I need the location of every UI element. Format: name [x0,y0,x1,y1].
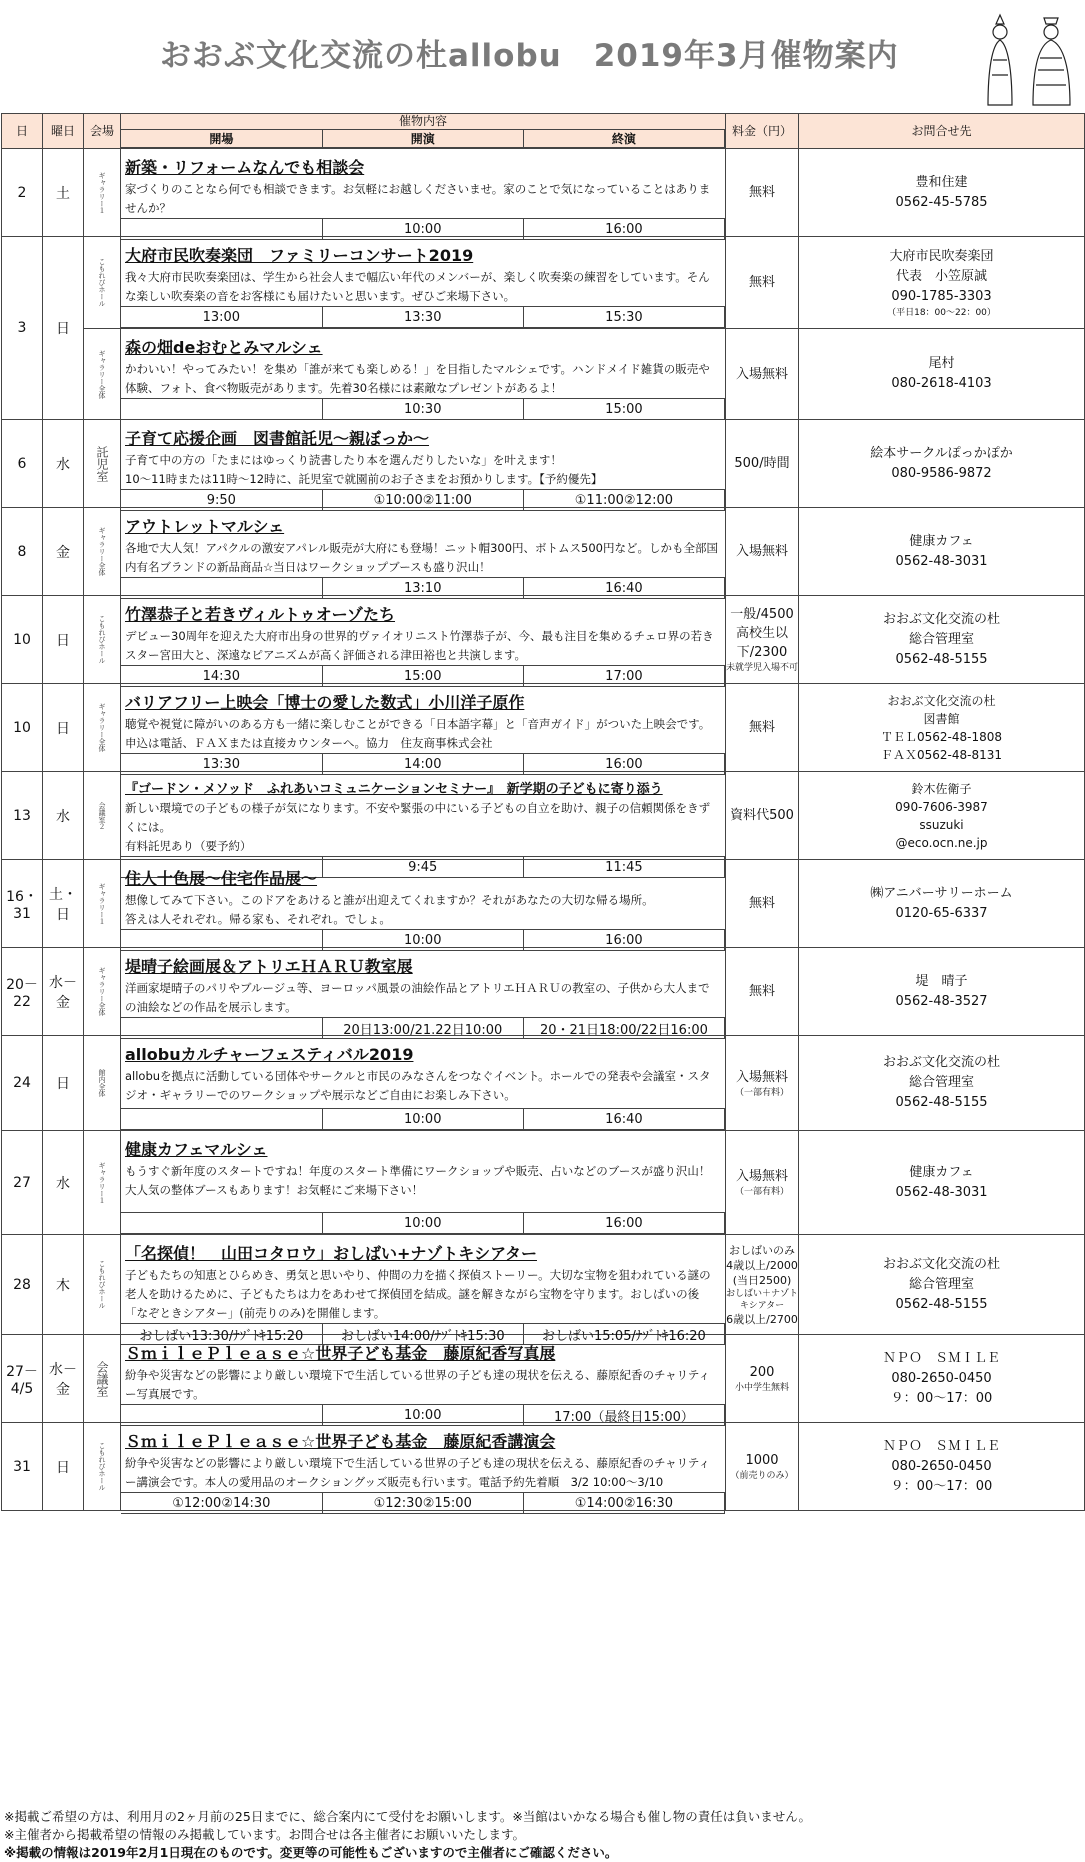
event-contact-line: 豊和住建 [915,174,968,190]
event-contact [799,684,1085,772]
event-contact-line: 0120-65-6337 [895,905,988,921]
event-contact-line: ９：00～17：00 [890,1478,993,1494]
event-time-end: 11:45 [523,857,724,878]
event-fee [726,772,799,860]
event-fee [726,860,799,948]
event-weekday: 日 [43,1036,84,1131]
event-fee [726,1235,799,1335]
event-fee-line: おしばいのみ [729,1243,795,1257]
header-open: 開場 [121,130,322,148]
event-content [121,772,726,875]
header-start: 開演 [322,130,523,148]
event-contact-line: 0562-48-5155 [895,1095,988,1110]
event-contact-line: ＦＡＸ0562-48-8131 [880,747,1002,762]
event-fee-line: 一般/4500 [730,607,794,622]
event-contact-line: 0562-48-5155 [895,651,988,667]
event-venue-label: こもれびホール [98,258,106,307]
event-description: もうすぐ新年度のスタートですね！年度のスタート準備にワークショップや販売、占いなどのブースが盛り沢山！大人気の整体ブースもあります！お気軽にご来場下さい！ [125,1164,711,1197]
event-contact-line: 健康カフェ [909,533,974,549]
event-fee-note: 未就学児入場不可 [726,663,799,673]
event-venue-label: こもれびホール [98,615,106,664]
event-fee-extra: 6歳以上/2700 [726,1312,798,1326]
event-contact-line: ＮＰＯ ＳＭＩＬＥ [882,1350,1000,1366]
event-description: 洋画家堤晴子のパリやブルージュ等、ヨーロッパ風景の油絵作品とアトリエＨＡＲＵの教室の、子供から大人までの油絵などの作品を展示します。 [125,981,710,1014]
event-contact-note: （平日18：00～22：00） [887,307,996,318]
event-contact [799,860,1085,948]
event-title: 健康カフェマルシェ [125,1140,268,1159]
event-venue-label: ギャラリー１ [98,882,106,925]
event-title: 新築・リフォームなんでも相談会 [125,158,365,177]
event-contact-line: ９：00～17：00 [890,1390,993,1406]
event-content [121,596,726,684]
hina-dolls-illustration [978,10,1078,110]
event-description: 各地で大人気！アパクルの激安アパレル販売が大府にも登場！ニット帽300円、ボトムス500円など。しかも全部国内有名ブランドの新品商品☆当日はワークショップブースも盛り沢山！ [125,541,718,574]
event-fee-note: （一部有料） [734,1087,789,1098]
event-day: 20－22 [2,948,43,1036]
event-time-start: 10:00 [322,1213,523,1234]
event-weekday: 木 [43,1235,84,1335]
event-day: 3 [2,237,43,420]
event-venue [84,329,121,420]
event-fee [726,684,799,772]
event-time-start: 15:00 [322,666,523,687]
event-venue [84,1335,121,1423]
event-contact [799,237,1085,329]
event-time-end: ①11:00②12:00 [523,490,724,511]
event-fee-line: 高校生以下/2300 [735,626,788,660]
event-description: 我々大府市民吹奏楽団は、学生から社会人まで幅広い年代のメンバーが、楽しく吹奏楽の練習をしています。そんな楽しい吹奏楽の音をお客様にも届けたいと思います。ぜひご来場下さい。 [125,270,710,303]
event-time-end: 17:00（最終日15:00） [523,1405,724,1426]
event-time-end: おしばい15:05/ﾅｿﾞﾄｷ16:20 [523,1324,724,1345]
event-fee-line: 200 [749,1365,775,1380]
event-time-end: 17:00 [523,666,724,687]
event-venue-label: ギャラリー全体 [98,349,106,399]
event-row [2,772,1085,860]
event-contact-line: おおぶ文化交流の杜 [882,1055,1000,1070]
event-title: 大府市民吹奏楽団 ファミリーコンサート2019 [125,246,474,265]
note-3: ※掲載の情報は2019年2月1日現在のものです。変更等の可能性もございますので主催者にご確認ください。 [4,1845,618,1860]
event-day: 24 [2,1036,43,1131]
event-row [2,149,1085,237]
event-contact-line: 総合管理室 [908,1276,974,1292]
event-venue [84,1131,121,1235]
event-contact-line: おおぶ文化交流の杜 [882,1256,1000,1272]
event-row [2,237,1085,329]
header-day: 日 [2,114,43,149]
event-fee-line: 500/時間 [734,456,790,471]
event-weekday: 土・日 [43,860,84,948]
event-fee-line: 入場無料 [735,366,788,382]
event-contact [799,1423,1085,1511]
footnotes [4,1808,1079,1862]
event-time-start: 14:00 [322,754,523,775]
event-content [121,420,726,508]
event-time-start: 10:00 [322,930,523,951]
event-venue-label: こもれびホール [98,1442,106,1491]
event-fee-line: 無料 [748,896,775,911]
event-fee-line: 無料 [748,185,775,200]
event-time-start: 10:00 [322,1405,523,1426]
event-fee-line: 入場無料 [735,1069,788,1085]
event-content [121,684,726,772]
event-content [121,948,726,1036]
event-row [2,508,1085,596]
event-venue [84,948,121,1036]
event-contact-line: 鈴木佐衛子 [911,781,972,796]
event-weekday: 日 [43,237,84,420]
header-end: 終演 [523,130,724,148]
event-contact-line: ssuzuki [919,817,964,832]
event-weekday: 水－金 [43,948,84,1036]
event-description: 新しい環境での子どもの様子が気になります。不安や緊張の中にいる子どもの自立を助け、親子の信頼関係をきずくには。 有料託児あり（要予約） [125,801,711,853]
event-schedule-table [1,113,1085,1511]
event-time-start: 10:00 [322,1109,523,1130]
event-contact [799,329,1085,420]
event-fee-line: 無料 [748,720,775,735]
note-1: ※掲載ご希望の方は、利用月の2ヶ月前の25日までに、総合案内にて受付をお願いします。※当館はいかなる場合も催し物の責任は負いません。 [4,1809,812,1824]
event-description: 子育て中の方の「たまにはゆっくり読書したり本を選んだりしたいな」を叶えます！ 10～11時または11時～12時に、託児室で就園前のお子さまをお預かりします。【予約優先】 [125,453,603,486]
event-venue-label: ギャラリー全体 [98,967,106,1016]
event-venue-label: こもれびホール [98,1260,106,1309]
event-weekday: 日 [43,596,84,684]
event-weekday: 日 [43,684,84,772]
event-fee-note: おしばい＋ナゾトキシアター [726,1288,798,1311]
event-venue [84,149,121,237]
event-contact-line: 総合管理室 [908,631,974,647]
event-contact [799,1235,1085,1335]
event-content [121,508,726,596]
event-title: ＳｍｉｌｅＰｌｅａｓｅ☆世界子ども基金 藤原紀香講演会 [125,1432,556,1451]
event-description: 家づくりのことなら何でも相談できます。お気軽にお越しくださいませ。家のことで気になっていることはありませんか？ [125,182,711,215]
event-contact-line: 尾村 [928,356,955,371]
header-content: 催物内容 [121,114,726,130]
event-title: アウトレットマルシェ [125,517,285,536]
event-contact-line: 総合管理室 [908,1075,974,1090]
event-fee [726,1335,799,1423]
event-title: 竹澤恭子と若きヴィルトゥオーゾたち [125,605,396,624]
event-fee-line: 入場無料 [735,1169,788,1184]
event-venue-label: 会議室２ [98,801,106,830]
event-title: allobuカルチャーフェスティバル2019 [125,1045,414,1064]
event-venue [84,860,121,948]
event-row [2,1131,1085,1235]
event-time-end: 15:00 [523,399,724,420]
event-content [121,1423,726,1511]
event-contact-line: ＴＥＬ0562-48-1808 [880,729,1002,744]
event-venue-label: 館内全体 [98,1069,106,1097]
event-time-end: 16:00 [523,1213,724,1234]
event-contact-line: 絵本サークルぽっかぽか [870,445,1013,461]
event-day: 27 [2,1131,43,1235]
event-title: 森の畑deおむとみマルシェ [125,338,323,357]
event-fee [726,149,799,237]
event-time-start: 9:45 [322,857,523,878]
event-contact [799,596,1085,684]
event-time-start: 10:00 [322,219,523,240]
event-contact-line: 大府市民吹奏楽団 [889,248,994,264]
event-row [2,1235,1085,1335]
event-content [121,860,726,948]
event-description: かわいい！やってみたい！を集め「誰が来ても楽しめる！」を目指したマルシェです。ハンドメイド雑貨の販売や体験、フォト、食べ物販売があります。先着30名様には素敵なプレゼントがあるよ！ [125,362,710,395]
event-contact [799,1036,1085,1131]
event-time-open: 14:30 [121,666,322,687]
event-contact-line: 0562-48-3527 [895,993,988,1009]
event-content [121,149,726,237]
event-day: 8 [2,508,43,596]
event-description: デビュー30周年を迎えた大府市出身の世界的ヴァイオリニスト竹澤恭子が、今、最も注目を集めるチェロ界の若きスター宮田大と、深遠なピアニズムが高く評価される津田裕也と共演します。 [125,629,714,662]
event-fee-line: 資料代500 [730,808,794,823]
header-contact: お問合せ先 [799,114,1085,149]
event-fee-note: （一部有料） [734,1187,789,1197]
event-contact-line: 健康カフェ [909,1164,974,1180]
event-time-end: ①14:00②16:30 [523,1493,724,1514]
event-weekday: 水 [43,1131,84,1235]
event-contact-line: 080-2650-0450 [891,1370,992,1386]
event-title: バリアフリー上映会「博士の愛した数式」小川洋子原作 [125,693,525,712]
event-time-start: 13:30 [322,307,523,328]
event-contact-line: 図書館 [923,711,960,726]
event-title: 住人十色展～住宅作品展～ [125,869,318,888]
event-contact [799,772,1085,860]
event-time-open: ①12:00②14:30 [121,1493,322,1514]
event-content [121,1036,726,1131]
event-contact [799,1131,1085,1235]
event-fee-line: 無料 [748,275,775,290]
event-description: allobuを拠点に活動している団体やサークルと市民のみなさんをつなぐイベント。ホールでの発表や会議室・スタジオ・ギャラリーでのワークショップや展示などご自由にお楽しみ下さい。 [125,1069,711,1102]
event-time-start: 10:30 [322,399,523,420]
event-contact-line: @eco.ocn.ne.jp [895,835,988,850]
event-title: 子育て応援企画 図書館託児～親ぼっか～ [125,429,430,448]
event-time-open [121,1213,322,1234]
event-day: 2 [2,149,43,237]
event-time-open [121,399,322,420]
event-fee [726,420,799,508]
event-venue [84,596,121,684]
event-content [121,329,726,420]
event-venue-label: ギャラリー１ [98,1161,106,1204]
event-day: 10 [2,684,43,772]
event-fee-line: 1000 [745,1453,779,1468]
event-row [2,1335,1085,1423]
event-day: 10 [2,596,43,684]
event-title: 「名探偵！ 山田コタロウ」おしばい+ナゾトキシアター [125,1244,537,1263]
event-venue [84,420,121,508]
event-description: 紛争や災害などの影響により厳しい環境下で生活している世界の子ども達の現状を伝える、藤原紀香のチャリティー講演会です。本人の愛用品のオークショングッズ販売も行います。電話予約先着順 3/2 10:00～3/10 [125,1456,710,1489]
event-time-end: 15:30 [523,307,724,328]
event-description: 子どもたちの知恵とひらめき、勇気と思いやり、仲間の力を描く探偵ストーリー。大切な宝物を狙われている謎の老人を助けるために、子どもたちは力をあわせて探偵団を結成。謎を解きながら宝物を守ります。おしばいの後「なぞときシアター」(前売りのみ)を開催します。 [125,1268,711,1320]
event-contact-line: 080-9586-9872 [891,465,992,481]
event-time-open [121,1109,322,1130]
event-description: 紛争や災害などの影響により厳しい環境下で生活している世界の子ども達の現状を伝える、藤原紀香のチャリティー写真展です。 [125,1368,710,1401]
event-contact-line: 0562-48-3031 [895,553,988,569]
event-time-end: 16:00 [523,754,724,775]
event-day: 31 [2,1423,43,1511]
event-title: ＳｍｉｌｅＰｌｅａｓｅ☆世界子ども基金 藤原紀香写真展 [125,1344,556,1363]
event-content [121,1335,726,1423]
event-row [2,1036,1085,1131]
event-contact-line: 0562-48-5155 [895,1296,988,1312]
event-fee [726,948,799,1036]
event-weekday: 水－金 [43,1335,84,1423]
event-row [2,420,1085,508]
event-venue-label: 託児室 [95,445,109,482]
event-time-end: 16:40 [523,1109,724,1130]
event-fee-note: （前売りのみ） [730,1471,794,1481]
event-fee [726,237,799,329]
event-contact-line: 080-2618-4103 [891,376,992,391]
event-time-open: おしばい13:30/ﾅｿﾞﾄｷ15:20 [121,1324,322,1345]
header-fee: 料金（円） [726,114,799,149]
event-contact [799,508,1085,596]
event-title: 『ゴードン・メソッド ふれあいコミュニケーションセミナー』 新学期の子どもに寄り添う [125,782,663,797]
event-fee [726,1036,799,1131]
event-content [121,1235,726,1344]
event-row [2,948,1085,1036]
event-contact-line: 0562-45-5785 [895,194,988,210]
event-weekday: 水 [43,420,84,508]
event-fee [726,596,799,684]
event-contact-line: ＮＰＯ ＳＭＩＬＥ [882,1438,1000,1454]
event-contact-line: 堤 晴子 [915,973,968,989]
event-fee [726,1131,799,1235]
event-fee-line: (当日2500) [732,1273,792,1287]
event-venue [84,1423,121,1511]
event-venue-label: ギャラリー全体 [98,527,106,576]
event-rows [2,149,1085,1511]
event-contact-line: 090-7606-3987 [895,799,988,814]
event-row [2,329,1085,420]
event-contact-line: 0562-48-3031 [895,1184,988,1200]
event-fee-line: 4歳以上/2000 [726,1258,798,1272]
header-venue: 会場 [84,114,121,149]
event-fee [726,508,799,596]
event-contact [799,1335,1085,1423]
event-venue-label: ギャラリー１ [98,171,106,214]
event-fee [726,329,799,420]
event-venue [84,508,121,596]
event-weekday: 日 [43,1423,84,1511]
event-title: 堤晴子絵画展＆アトリエＨＡＲＵ教室展 [125,957,413,976]
event-time-end: 16:40 [523,578,724,599]
event-contact [799,149,1085,237]
event-description: 想像してみて下さい。このドアをあけると誰が出迎えてくれますか？それがあなたの大切な帰る場所。 答えは人それぞれ。帰る家も、それぞれ。でしょ。 [125,893,654,926]
event-day: 13 [2,772,43,860]
event-contact-line: ㈱アニバーサリーホーム [870,885,1013,901]
event-contact [799,420,1085,508]
event-row [2,1423,1085,1511]
event-day: 6 [2,420,43,508]
event-time-start: 13:10 [322,578,523,599]
event-fee [726,1423,799,1511]
event-fee-line: 入場無料 [735,544,788,559]
event-venue [84,1036,121,1131]
event-venue [84,237,121,329]
event-contact-line: 080-2650-0450 [891,1458,992,1474]
event-row [2,596,1085,684]
page-title: おおぶ文化交流の杜allobu 2019年3月催物案内 [160,38,899,74]
event-time-end: 16:00 [523,930,724,951]
event-content [121,237,726,329]
event-time-open: 13:30 [121,754,322,775]
event-content [121,1131,726,1235]
event-venue-label: 会議室 [95,1360,109,1397]
event-time-start: ①12:30②15:00 [322,1493,523,1514]
event-description: 聴覚や視覚に障がいのある方も一緒に楽しむことができる「日本語字幕」と「音声ガイド」がついた上映会です。申込は電話、ＦＡＸまたは直接カウンターへ。協力 住友商事株式会社 [125,717,711,750]
event-contact-line: 090-1785-3303 [891,288,992,304]
event-time-end: 16:00 [523,219,724,240]
event-row [2,684,1085,772]
event-day: 28 [2,1235,43,1335]
header-weekday: 曜日 [43,114,84,149]
event-venue [84,772,121,860]
event-day: 16・31 [2,860,43,948]
event-time-start: 20日13:00/21.22日10:00 [322,1018,523,1039]
event-venue [84,1235,121,1335]
event-fee-line: 無料 [748,984,775,999]
event-contact-line: おおぶ文化交流の杜 [887,693,996,708]
event-weekday: 水 [43,772,84,860]
event-time-start: おしばい14:00/ﾅｿﾞﾄｷ15:30 [322,1324,523,1345]
event-day: 27－4/5 [2,1335,43,1423]
event-weekday: 土 [43,149,84,237]
event-venue-label: ギャラリー全体 [98,703,106,752]
note-2: ※主催者から掲載希望の情報のみ掲載しています。お問合せは各主催者にお願いいたします。 [4,1827,525,1842]
event-contact [799,948,1085,1036]
event-fee-note: 小中学生無料 [734,1383,789,1393]
event-time-open: 13:00 [121,307,322,328]
event-contact-line: 代表 小笠原誠 [895,268,987,284]
event-contact-line: おおぶ文化交流の杜 [882,611,1000,627]
event-time-open: 9:50 [121,490,322,511]
event-weekday: 金 [43,508,84,596]
event-row [2,860,1085,948]
event-venue [84,684,121,772]
event-time-end: 20・21日18:00/22日16:00 [523,1018,724,1039]
event-time-start: ①10:00②11:00 [322,490,523,511]
